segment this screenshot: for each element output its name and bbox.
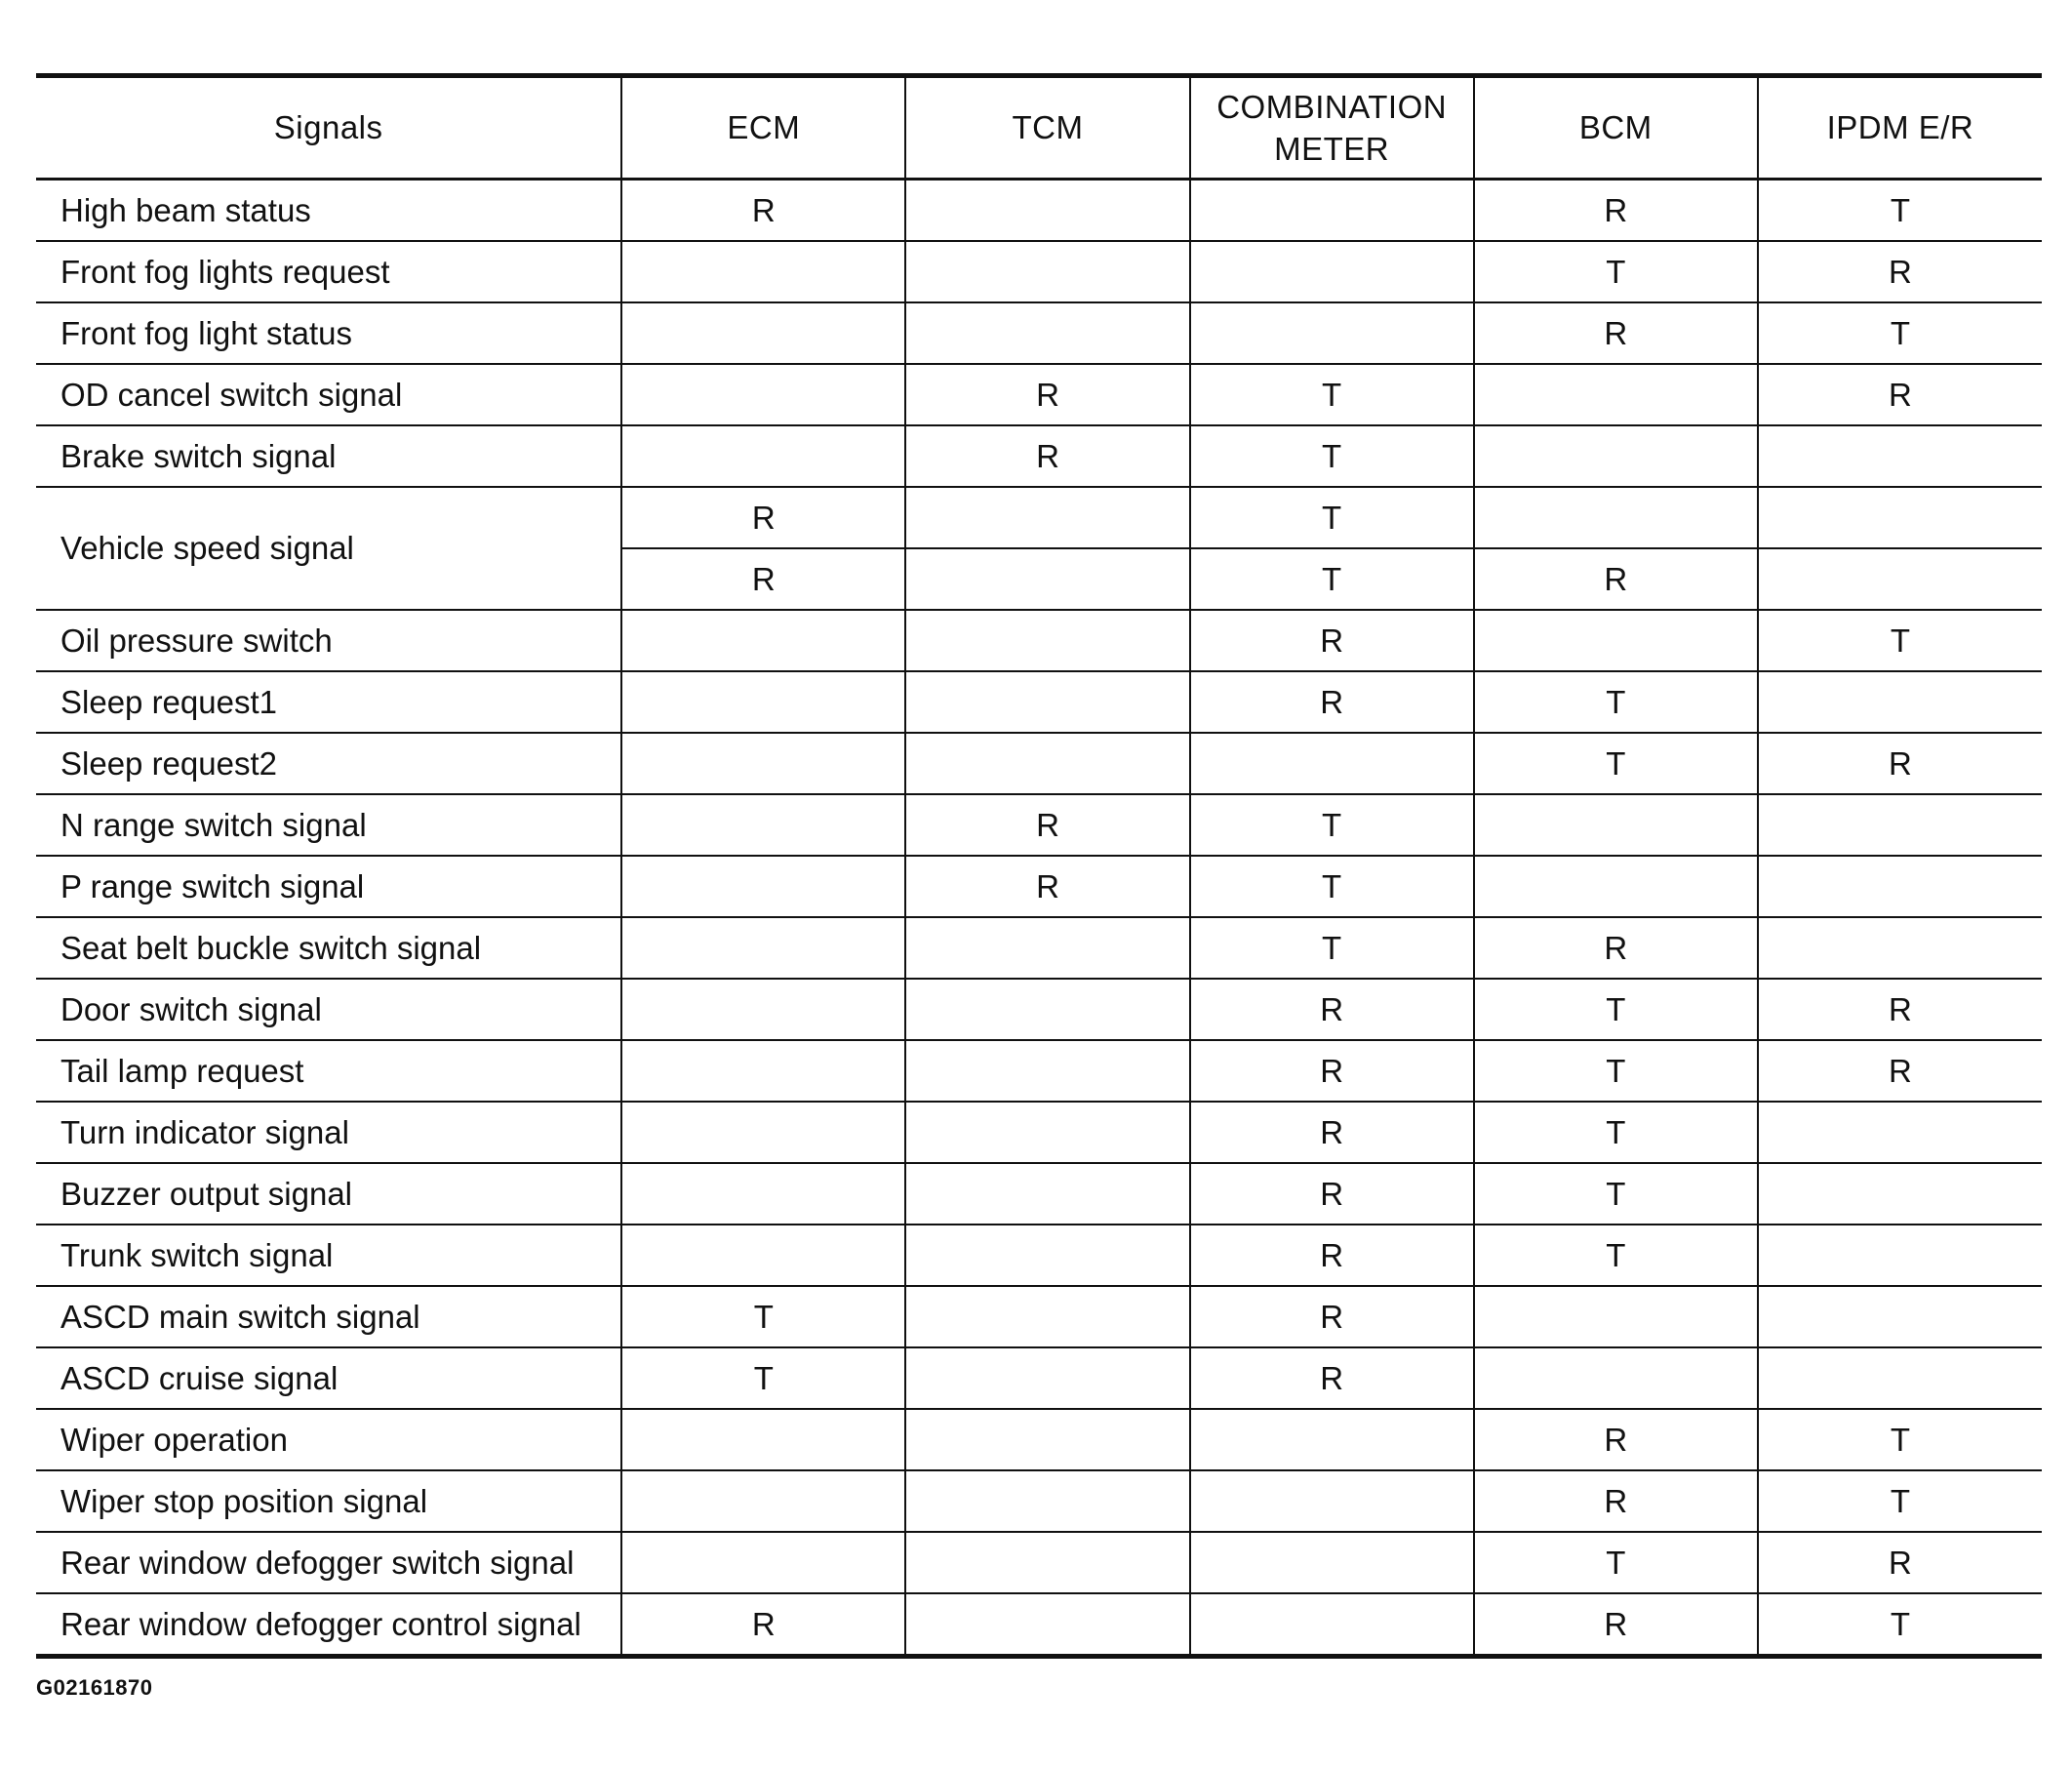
- bcm-cell: [1474, 1040, 1758, 1102]
- ecm-cell: [621, 1040, 905, 1102]
- transmit-receive-code: R: [1604, 929, 1628, 966]
- transmit-receive-code: T: [1890, 1482, 1910, 1519]
- table-row: [36, 302, 2042, 364]
- signal-name-cell: Vehicle speed signal: [36, 487, 621, 610]
- combination-meter-cell: [1190, 671, 1474, 733]
- ecm-cell: [621, 856, 905, 917]
- ecm-cell: [621, 1286, 905, 1347]
- bcm-cell: [1474, 671, 1758, 733]
- tcm-cell: [905, 302, 1189, 364]
- bcm-cell: [1474, 548, 1758, 610]
- tcm-cell: [905, 1225, 1189, 1286]
- tcm-cell: [905, 979, 1189, 1040]
- combination-meter-cell: [1190, 180, 1474, 242]
- signal-name-cell: High beam status: [36, 180, 621, 242]
- transmit-receive-code: T: [1606, 990, 1626, 1027]
- table-row: [36, 1163, 2042, 1225]
- bcm-cell: [1474, 733, 1758, 794]
- combination-meter-cell: [1190, 1470, 1474, 1532]
- signal-name-cell: Front fog lights request: [36, 241, 621, 302]
- ecm-cell: [621, 487, 905, 548]
- transmit-receive-code: R: [1036, 806, 1059, 843]
- tcm-cell: [905, 856, 1189, 917]
- ecm-cell: [621, 917, 905, 979]
- ecm-cell: [621, 1532, 905, 1593]
- transmit-receive-code: R: [1604, 560, 1628, 597]
- transmit-receive-code: T: [1606, 683, 1626, 720]
- transmit-receive-code: T: [1322, 499, 1342, 536]
- ipdm-er-cell: [1758, 1409, 2042, 1470]
- transmit-receive-code: R: [1320, 1175, 1344, 1212]
- ecm-cell: [621, 1163, 905, 1225]
- bcm-cell: [1474, 425, 1758, 487]
- transmit-receive-code: T: [1322, 806, 1342, 843]
- signal-name-cell: N range switch signal: [36, 794, 621, 856]
- signal-name-cell: Seat belt buckle switch signal: [36, 917, 621, 979]
- ipdm-er-cell: [1758, 425, 2042, 487]
- signal-name-cell: Buzzer output signal: [36, 1163, 621, 1225]
- ecm-cell: [621, 1102, 905, 1163]
- signal-name-cell: OD cancel switch signal: [36, 364, 621, 425]
- table-row: [36, 1470, 2042, 1532]
- signal-name-cell: Rear window defogger control signal: [36, 1593, 621, 1657]
- bcm-cell: [1474, 979, 1758, 1040]
- table-row: [36, 425, 2042, 487]
- tcm-cell: [905, 548, 1189, 610]
- tcm-cell: [905, 1470, 1189, 1532]
- ecm-cell: [621, 241, 905, 302]
- transmit-receive-code: T: [1890, 622, 1910, 659]
- table-row: [36, 917, 2042, 979]
- tcm-cell: [905, 1532, 1189, 1593]
- ipdm-er-cell: [1758, 1102, 2042, 1163]
- can-signal-table: [36, 73, 2042, 1659]
- tcm-cell: [905, 425, 1189, 487]
- transmit-receive-code: R: [1320, 683, 1344, 720]
- tcm-cell: [905, 1040, 1189, 1102]
- transmit-receive-code: R: [1604, 1605, 1628, 1642]
- ipdm-er-cell: [1758, 1040, 2042, 1102]
- ipdm-er-cell: [1758, 1347, 2042, 1409]
- table-row: [36, 979, 2042, 1040]
- tcm-cell: [905, 180, 1189, 242]
- table-row: [36, 733, 2042, 794]
- ipdm-er-cell: [1758, 1532, 2042, 1593]
- bcm-cell: [1474, 487, 1758, 548]
- signal-name-cell: P range switch signal: [36, 856, 621, 917]
- transmit-receive-code: T: [1606, 253, 1626, 290]
- combination-meter-cell: [1190, 241, 1474, 302]
- transmit-receive-code: T: [1606, 1052, 1626, 1089]
- transmit-receive-code: R: [1036, 376, 1059, 413]
- transmit-receive-code: R: [751, 191, 776, 228]
- combination-meter-cell: [1190, 1225, 1474, 1286]
- transmit-receive-code: T: [1606, 744, 1626, 782]
- combination-meter-cell: [1190, 1286, 1474, 1347]
- table-row: [36, 1286, 2042, 1347]
- bcm-cell: [1474, 1225, 1758, 1286]
- transmit-receive-code: T: [1890, 314, 1910, 351]
- transmit-receive-code: R: [1889, 376, 1912, 413]
- table-row: [36, 241, 2042, 302]
- signal-table-sheet: [36, 73, 2042, 1659]
- tcm-cell: [905, 733, 1189, 794]
- table-row: [36, 364, 2042, 425]
- bcm-cell: [1474, 1409, 1758, 1470]
- bcm-cell: [1474, 364, 1758, 425]
- header-combination-meter: COMBINATION METER: [1190, 76, 1474, 180]
- ecm-cell: [621, 180, 905, 242]
- tcm-cell: [905, 610, 1189, 671]
- transmit-receive-code: R: [1604, 1482, 1628, 1519]
- tcm-cell: [905, 671, 1189, 733]
- ecm-cell: [621, 1225, 905, 1286]
- header-bcm: BCM: [1474, 76, 1758, 180]
- tcm-cell: [905, 1286, 1189, 1347]
- ipdm-er-cell: [1758, 180, 2042, 242]
- transmit-receive-code: T: [1606, 1113, 1626, 1150]
- transmit-receive-code: R: [1036, 867, 1059, 904]
- table-row: [36, 1532, 2042, 1593]
- table-row: [36, 1102, 2042, 1163]
- combination-meter-cell: [1190, 1040, 1474, 1102]
- tcm-cell: [905, 1409, 1189, 1470]
- transmit-receive-code: R: [1320, 990, 1344, 1027]
- ipdm-er-cell: [1758, 979, 2042, 1040]
- table-row: [36, 610, 2042, 671]
- ipdm-er-cell: [1758, 794, 2042, 856]
- combination-meter-cell: [1190, 364, 1474, 425]
- ipdm-er-cell: [1758, 856, 2042, 917]
- signal-name-cell: Wiper operation: [36, 1409, 621, 1470]
- table-row: [36, 1040, 2042, 1102]
- header-ipdm-er: IPDM E/R: [1758, 76, 2042, 180]
- signal-name-cell: Sleep request1: [36, 671, 621, 733]
- ipdm-er-cell: [1758, 487, 2042, 548]
- ecm-cell: [621, 364, 905, 425]
- ipdm-er-cell: [1758, 733, 2042, 794]
- bcm-cell: [1474, 241, 1758, 302]
- transmit-receive-code: R: [1036, 437, 1059, 474]
- ipdm-er-cell: [1758, 241, 2042, 302]
- transmit-receive-code: R: [1320, 1236, 1344, 1273]
- signal-name-cell: Tail lamp request: [36, 1040, 621, 1102]
- table-header-row: [36, 76, 2042, 180]
- bcm-cell: [1474, 180, 1758, 242]
- combination-meter-cell: [1190, 733, 1474, 794]
- ecm-cell: [621, 671, 905, 733]
- ipdm-er-cell: [1758, 548, 2042, 610]
- bcm-cell: [1474, 1532, 1758, 1593]
- ecm-cell: [621, 1470, 905, 1532]
- transmit-receive-code: T: [1322, 867, 1342, 904]
- transmit-receive-code: T: [1606, 1236, 1626, 1273]
- signal-name-cell: Trunk switch signal: [36, 1225, 621, 1286]
- transmit-receive-code: T: [1606, 1544, 1626, 1581]
- ipdm-er-cell: [1758, 1470, 2042, 1532]
- bcm-cell: [1474, 794, 1758, 856]
- signal-name-cell: ASCD cruise signal: [36, 1347, 621, 1409]
- transmit-receive-code: R: [1889, 1052, 1912, 1089]
- transmit-receive-code: T: [1890, 191, 1910, 228]
- tcm-cell: [905, 487, 1189, 548]
- ecm-cell: [621, 1593, 905, 1657]
- transmit-receive-code: R: [1889, 990, 1912, 1027]
- tcm-cell: [905, 917, 1189, 979]
- transmit-receive-code: R: [1889, 253, 1912, 290]
- transmit-receive-code: T: [1322, 376, 1342, 413]
- transmit-receive-code: R: [1320, 1113, 1344, 1150]
- combination-meter-cell: [1190, 548, 1474, 610]
- transmit-receive-code: T: [753, 1359, 774, 1396]
- ipdm-er-cell: [1758, 364, 2042, 425]
- signal-name-cell: Oil pressure switch: [36, 610, 621, 671]
- bcm-cell: [1474, 1102, 1758, 1163]
- header-ecm: ECM: [621, 76, 905, 180]
- combination-meter-cell: [1190, 610, 1474, 671]
- transmit-receive-code: T: [1322, 437, 1342, 474]
- ecm-cell: [621, 979, 905, 1040]
- combination-meter-cell: [1190, 1593, 1474, 1657]
- signal-name-cell: Sleep request2: [36, 733, 621, 794]
- bcm-cell: [1474, 917, 1758, 979]
- combination-meter-cell: [1190, 302, 1474, 364]
- bcm-cell: [1474, 856, 1758, 917]
- figure-id: G02161870: [36, 1675, 153, 1700]
- transmit-receive-code: T: [1322, 929, 1342, 966]
- bcm-cell: [1474, 1286, 1758, 1347]
- transmit-receive-code: R: [751, 499, 776, 536]
- transmit-receive-code: R: [751, 560, 776, 597]
- tcm-cell: [905, 364, 1189, 425]
- ipdm-er-cell: [1758, 917, 2042, 979]
- transmit-receive-code: R: [1604, 191, 1628, 228]
- ecm-cell: [621, 425, 905, 487]
- combination-meter-cell: [1190, 979, 1474, 1040]
- combination-meter-cell: [1190, 1532, 1474, 1593]
- combination-meter-cell: [1190, 794, 1474, 856]
- table-row: [36, 1225, 2042, 1286]
- transmit-receive-code: R: [1889, 1544, 1912, 1581]
- combination-meter-cell: [1190, 917, 1474, 979]
- header-tcm: TCM: [905, 76, 1189, 180]
- ipdm-er-cell: [1758, 671, 2042, 733]
- ecm-cell: [621, 1409, 905, 1470]
- table-row: [36, 1347, 2042, 1409]
- ipdm-er-cell: [1758, 1286, 2042, 1347]
- table-row: [36, 794, 2042, 856]
- tcm-cell: [905, 1102, 1189, 1163]
- bcm-cell: [1474, 1163, 1758, 1225]
- combination-meter-cell: [1190, 487, 1474, 548]
- tcm-cell: [905, 1593, 1189, 1657]
- transmit-receive-code: R: [1889, 744, 1912, 782]
- combination-meter-cell: [1190, 1409, 1474, 1470]
- bcm-cell: [1474, 610, 1758, 671]
- transmit-receive-code: R: [1320, 622, 1344, 659]
- tcm-cell: [905, 241, 1189, 302]
- transmit-receive-code: R: [1320, 1298, 1344, 1335]
- transmit-receive-code: R: [1320, 1052, 1344, 1089]
- signal-name-cell: Wiper stop position signal: [36, 1470, 621, 1532]
- transmit-receive-code: R: [1604, 314, 1628, 351]
- bcm-cell: [1474, 1470, 1758, 1532]
- ecm-cell: [621, 548, 905, 610]
- transmit-receive-code: T: [1606, 1175, 1626, 1212]
- ipdm-er-cell: [1758, 302, 2042, 364]
- ipdm-er-cell: [1758, 1593, 2042, 1657]
- bcm-cell: [1474, 1347, 1758, 1409]
- combination-meter-cell: [1190, 856, 1474, 917]
- ipdm-er-cell: [1758, 1163, 2042, 1225]
- signal-name-cell: Front fog light status: [36, 302, 621, 364]
- tcm-cell: [905, 1163, 1189, 1225]
- transmit-receive-code: R: [1320, 1359, 1344, 1396]
- ecm-cell: [621, 302, 905, 364]
- table-row: [36, 1593, 2042, 1657]
- transmit-receive-code: T: [1890, 1421, 1910, 1458]
- table-row: [36, 1409, 2042, 1470]
- combination-meter-cell: [1190, 1163, 1474, 1225]
- transmit-receive-code: R: [751, 1605, 776, 1642]
- transmit-receive-code: T: [1322, 560, 1342, 597]
- table-row: [36, 180, 2042, 242]
- ipdm-er-cell: [1758, 1225, 2042, 1286]
- signal-name-cell: Door switch signal: [36, 979, 621, 1040]
- ecm-cell: [621, 794, 905, 856]
- signal-name-cell: Brake switch signal: [36, 425, 621, 487]
- ecm-cell: [621, 1347, 905, 1409]
- signal-name-cell: ASCD main switch signal: [36, 1286, 621, 1347]
- bcm-cell: [1474, 1593, 1758, 1657]
- table-row: [36, 671, 2042, 733]
- signal-name-cell: Rear window defogger switch signal: [36, 1532, 621, 1593]
- tcm-cell: [905, 794, 1189, 856]
- transmit-receive-code: T: [753, 1298, 774, 1335]
- combination-meter-cell: [1190, 425, 1474, 487]
- ipdm-er-cell: [1758, 610, 2042, 671]
- tcm-cell: [905, 1347, 1189, 1409]
- table-row: [36, 487, 2042, 548]
- combination-meter-cell: [1190, 1102, 1474, 1163]
- ecm-cell: [621, 733, 905, 794]
- bcm-cell: [1474, 302, 1758, 364]
- table-row: [36, 856, 2042, 917]
- header-signals: Signals: [36, 76, 621, 180]
- transmit-receive-code: R: [1604, 1421, 1628, 1458]
- combination-meter-cell: [1190, 1347, 1474, 1409]
- signal-name-cell: Turn indicator signal: [36, 1102, 621, 1163]
- table-body: [36, 180, 2042, 1657]
- ecm-cell: [621, 610, 905, 671]
- transmit-receive-code: T: [1890, 1605, 1910, 1642]
